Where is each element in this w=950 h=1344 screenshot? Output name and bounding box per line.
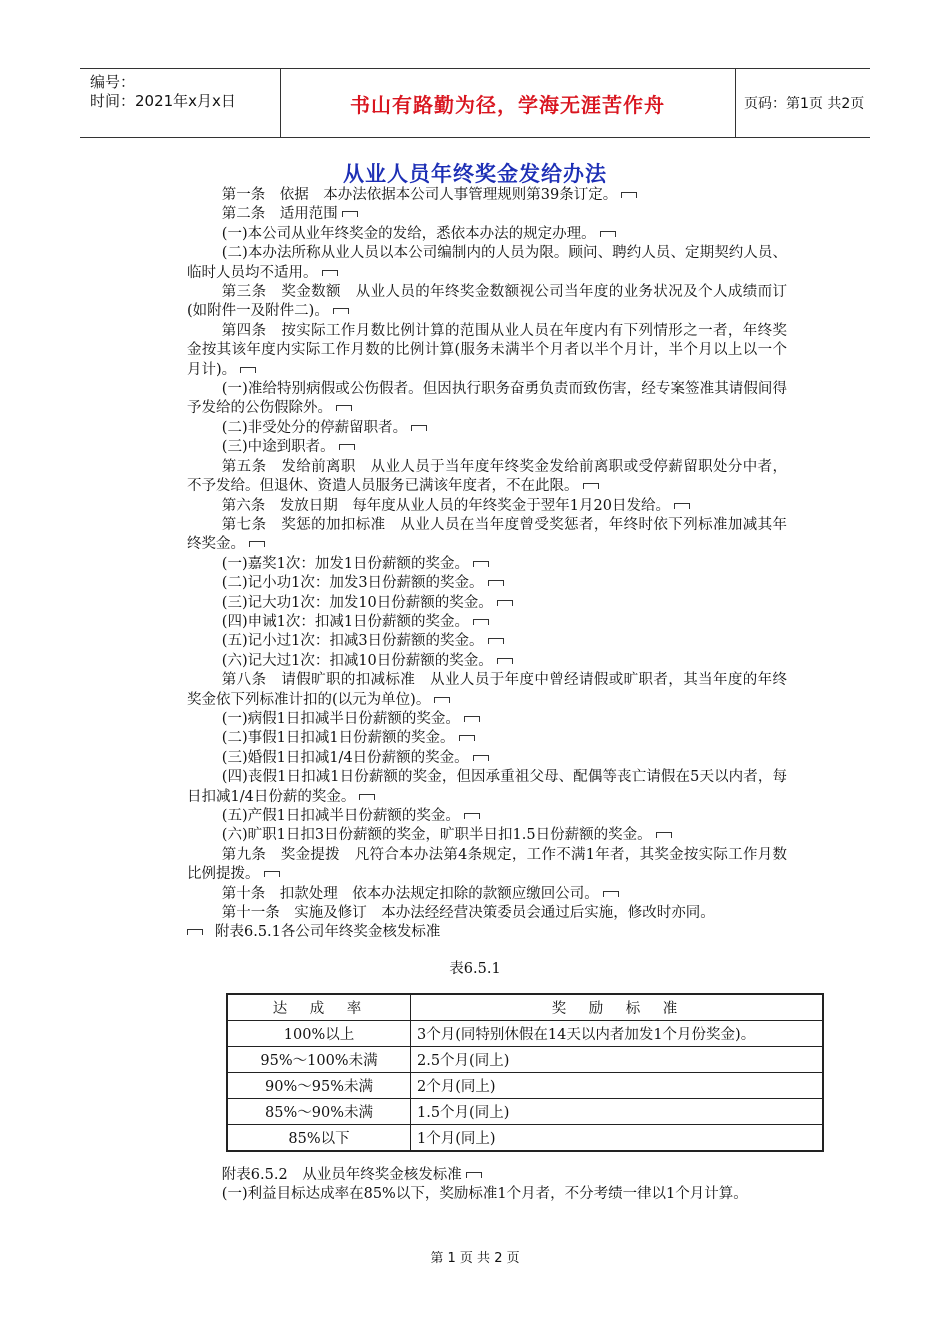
paragraph: (一)嘉奖1次：加发1日份薪额的奖金。 bbox=[187, 555, 787, 574]
paragraph-mark-icon bbox=[249, 541, 265, 547]
paragraph: 第九条 奖金提拨 凡符合本办法第4条规定，工作不满1年者，其奖金按实际工作月数比例提拨。 bbox=[187, 846, 787, 883]
header-reward-standard: 奖 励 标 准 bbox=[411, 994, 824, 1021]
paragraph-mark-icon bbox=[264, 871, 280, 877]
paragraph: 第十条 扣款处理 依本办法规定扣除的款额应缴回公司。 bbox=[187, 885, 787, 904]
header-motto: 书山有路勤为径，学海无涯苦作舟 bbox=[280, 69, 736, 137]
paragraph: (五)产假1日扣减半日份薪额的奖金。 bbox=[187, 807, 787, 826]
page-header bbox=[80, 68, 870, 138]
header-meta bbox=[80, 69, 281, 137]
paragraph: (二)非受处分的停薪留职者。 bbox=[187, 419, 787, 438]
paragraph-mark-icon bbox=[473, 619, 489, 625]
cell-rate: 100%以上 bbox=[227, 1021, 411, 1047]
cell-rate: 85%以下 bbox=[227, 1125, 411, 1152]
paragraph-mark-icon bbox=[336, 405, 352, 411]
table-header-row bbox=[227, 994, 823, 1021]
paragraph-mark-icon bbox=[488, 638, 504, 644]
paragraph-mark-icon bbox=[488, 580, 504, 586]
document-body bbox=[187, 186, 787, 943]
paragraph-mark-icon bbox=[497, 658, 513, 664]
paragraph: (三)婚假1日扣减1/4日份薪额的奖金。 bbox=[187, 749, 787, 768]
appendix-1-label: 附表6.5.1各公司年终奖金核发标准 bbox=[187, 923, 787, 942]
paragraph-mark-icon bbox=[434, 697, 450, 703]
paragraph-mark-icon bbox=[583, 483, 599, 489]
paragraph: 第二条 适用范围 bbox=[187, 205, 787, 224]
cell-rate: 95%～100%未满 bbox=[227, 1047, 411, 1073]
paragraph-mark-icon bbox=[187, 929, 203, 935]
paragraph-mark-icon bbox=[339, 444, 355, 450]
paragraph: (五)记小过1次：扣减3日份薪额的奖金。 bbox=[187, 632, 787, 651]
paragraph: (四)丧假1日扣减1日份薪额的奖金，但因承重祖父母、配偶等丧亡请假在5天以内者，每日扣减1/4日份薪的奖金。 bbox=[187, 769, 787, 805]
paragraph: (一)准给特别病假或公伤假者。但因执行职务奋勇负责而致伤害，经专案签准其请假间得予发给的公伤假除外。 bbox=[187, 381, 787, 417]
paragraph: (二)事假1日扣减1日份薪额的奖金。 bbox=[187, 729, 787, 748]
paragraph: (一)利益目标达成率在85%以下，奖励标准1个月者，不分考绩一律以1个月计算。 bbox=[221, 1186, 748, 1203]
paragraph-mark-icon bbox=[342, 211, 358, 217]
document-title: 从业人员年终奖金发给办法 bbox=[343, 162, 607, 186]
paragraph-mark-icon bbox=[473, 561, 489, 567]
paragraph-mark-icon bbox=[464, 813, 480, 819]
header-page-info: 页码：第1页 共2页 bbox=[744, 96, 865, 112]
paragraph-mark-icon bbox=[473, 755, 489, 761]
page-footer: 第 1 页 共 2 页 bbox=[430, 1251, 520, 1266]
paragraph: (六)旷职1日扣3日份薪额的奖金，旷职半日扣1.5日份薪额的奖金。 bbox=[187, 826, 787, 845]
paragraph: (二)本办法所称从业人员以本公司编制内的人员为限。顾问、聘约人员、定期契约人员、临时人员均不适用。 bbox=[187, 245, 787, 281]
paragraph: (六)记大过1次：扣减10日份薪额的奖金。 bbox=[187, 652, 787, 671]
cell-rate: 90%～95%未满 bbox=[227, 1073, 411, 1099]
paragraph-mark-icon bbox=[459, 735, 475, 741]
paragraph: 第三条 奖金数额 从业人员的年终奖金数额视公司当年度的业务状况及个人成绩而订(如附件一及附件二)。 bbox=[187, 284, 787, 320]
cell-standard: 2个月(同上) bbox=[411, 1073, 824, 1099]
cell-rate: 85%～90%未满 bbox=[227, 1099, 411, 1125]
doc-date: 时间：2021年x月x日 bbox=[90, 92, 236, 110]
table-row bbox=[227, 1073, 823, 1099]
paragraph: (二)记小功1次：加发3日份薪额的奖金。 bbox=[187, 574, 787, 593]
table-row bbox=[227, 1099, 823, 1125]
paragraph: (三)中途到职者。 bbox=[187, 438, 787, 457]
header-achievement-rate: 达 成 率 bbox=[227, 994, 411, 1021]
paragraph: (四)申诫1次：扣减1日份薪额的奖金。 bbox=[187, 613, 787, 632]
paragraph-mark-icon bbox=[621, 192, 637, 198]
doc-number: 编号： bbox=[90, 73, 136, 91]
paragraph-mark-icon bbox=[600, 231, 616, 237]
paragraph: 第四条 按实际工作月数比例计算的范围从业人员在年度内有下列情形之一者，年终奖金按其该年度内实际工作月数的比例计算(服务未满半个月者以半个月计，半个月以上以一个月计)。 bbox=[187, 322, 787, 378]
table-row bbox=[227, 1047, 823, 1073]
paragraph-mark-icon bbox=[464, 716, 480, 722]
paragraph-mark-icon bbox=[674, 503, 690, 509]
paragraph-mark-icon bbox=[359, 794, 375, 800]
paragraph: 第一条 依据 本办法依据本公司人事管理规则第39条订定。 bbox=[187, 186, 787, 205]
appendix-2 bbox=[187, 1166, 787, 1205]
table-row bbox=[227, 1125, 823, 1152]
cell-standard: 1.5个月(同上) bbox=[411, 1099, 824, 1125]
paragraph-mark-icon bbox=[322, 270, 338, 276]
appendix-2-label: 附表6.5.2 从业员年终奖金核发标准 bbox=[187, 1166, 787, 1185]
paragraph-mark-icon bbox=[466, 1172, 482, 1178]
table-caption: 表6.5.1 bbox=[449, 961, 501, 977]
paragraph-mark-icon bbox=[603, 891, 619, 897]
paragraph: 第五条 发给前离职 从业人员于当年度年终奖金发给前离职或受停薪留职处分中者，不予发给。但退休、资遣人员服务已满该年度者，不在此限。 bbox=[187, 458, 787, 495]
paragraph-mark-icon bbox=[333, 308, 349, 314]
table-row bbox=[227, 1021, 823, 1047]
paragraph: (三)记大功1次：加发10日份薪额的奖金。 bbox=[187, 594, 787, 613]
paragraph-mark-icon bbox=[656, 832, 672, 838]
paragraph: 第十一条 实施及修订 本办法经经营决策委员会通过后实施，修改时亦同。 bbox=[221, 905, 715, 922]
bonus-standard-table bbox=[226, 993, 824, 1152]
cell-standard: 1个月(同上) bbox=[411, 1125, 824, 1152]
cell-standard: 3个月(同特别休假在14天以内者加发1个月份奖金)。 bbox=[411, 1021, 824, 1047]
paragraph: 第六条 发放日期 每年度从业人员的年终奖金于翌年1月20日发给。 bbox=[187, 497, 787, 516]
paragraph-mark-icon bbox=[240, 367, 256, 373]
paragraph: (一)本公司从业年终奖金的发给，悉依本办法的规定办理。 bbox=[187, 225, 787, 244]
paragraph: 第八条 请假旷职的扣减标准 从业人员于年度中曾经请假或旷职者，其当年度的年终奖金依下列标准计扣的(以元为单位)。 bbox=[187, 672, 787, 708]
paragraph-mark-icon bbox=[497, 600, 513, 606]
paragraph: (一)病假1日扣减半日份薪额的奖金。 bbox=[187, 710, 787, 729]
paragraph: 第七条 奖惩的加扣标准 从业人员在当年度曾受奖惩者，年终时依下列标准加减其年终奖金。 bbox=[187, 516, 787, 553]
cell-standard: 2.5个月(同上) bbox=[411, 1047, 824, 1073]
paragraph-mark-icon bbox=[411, 425, 427, 431]
